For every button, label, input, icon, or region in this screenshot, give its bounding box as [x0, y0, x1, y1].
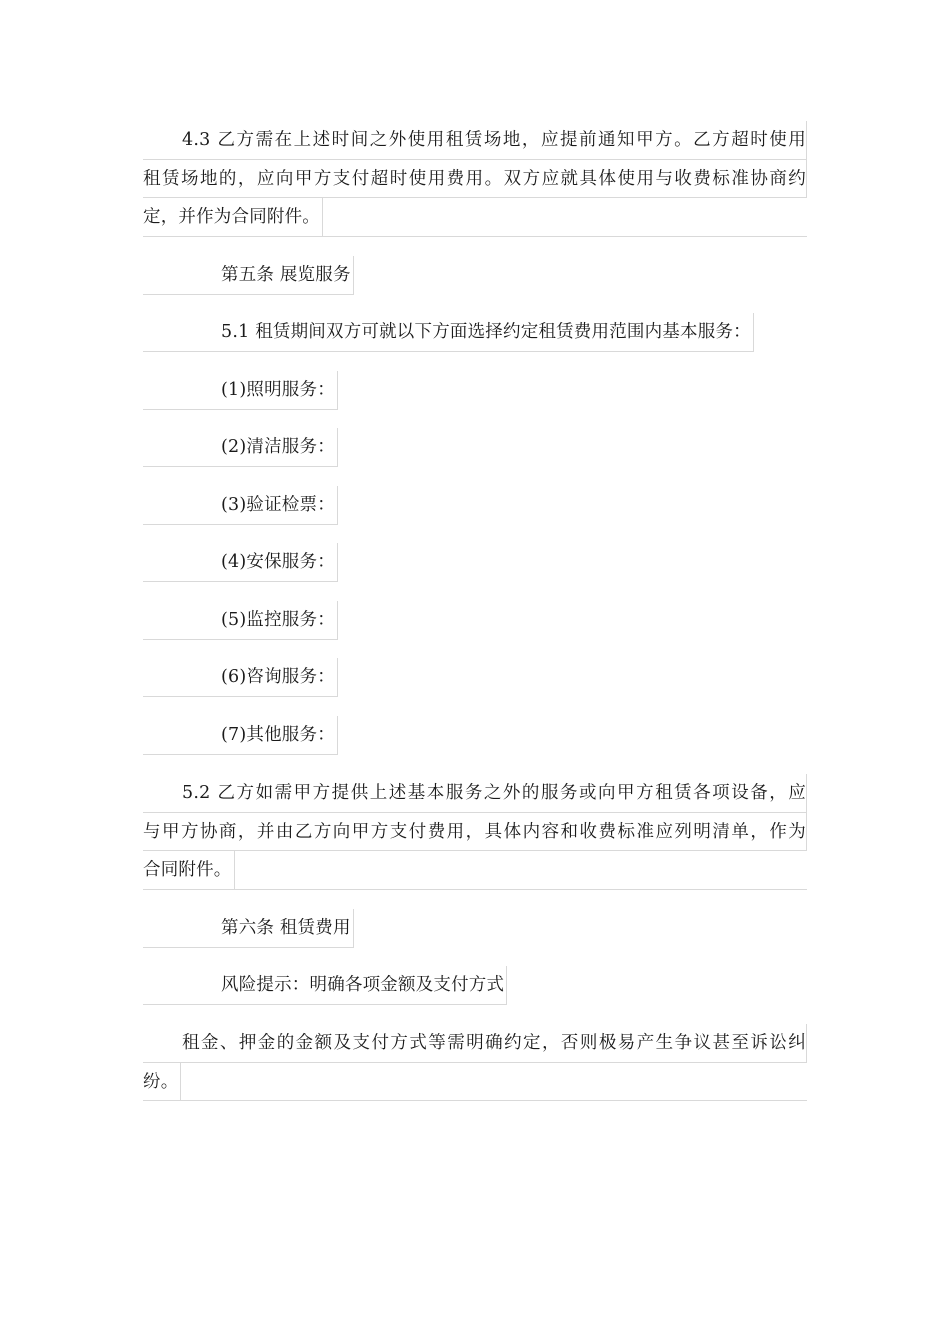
- service-item-7: [143, 716, 338, 755]
- paragraph-4-3: [143, 121, 807, 237]
- service-item-5: [143, 601, 338, 640]
- list-item: (5)监控服务：: [182, 601, 338, 640]
- list-item: (3)验证检票：: [182, 486, 338, 525]
- risk-title-text: 风险提示：明确各项金额及支付方式: [182, 966, 507, 1005]
- paragraph-line: 5.2 乙方如需甲方提供上述基本服务之外的服务或向甲方租赁各项设备，应: [143, 774, 807, 813]
- paragraph-line: 与甲方协商，并由乙方向甲方支付费用，具体内容和收费标准应列明清单，作为: [143, 813, 807, 852]
- heading-text: 第五条 展览服务: [182, 256, 354, 295]
- paragraph-line: 5.1 租赁期间双方可就以下方面选择约定租赁费用范围内基本服务：: [182, 313, 754, 352]
- service-item-3: [143, 486, 338, 525]
- list-item: (7)其他服务：: [182, 716, 338, 755]
- paragraph-5-1: [143, 313, 754, 352]
- service-item-1: [143, 371, 338, 410]
- paragraph-line: 定，并作为合同附件。: [143, 198, 807, 237]
- paragraph-5-2: [143, 774, 807, 890]
- risk-title: [143, 966, 507, 1005]
- list-item: (4)安保服务：: [182, 543, 338, 582]
- heading-text: 第六条 租赁费用: [182, 909, 354, 948]
- list-item: (6)咨询服务：: [182, 658, 338, 697]
- paragraph-line: 合同附件。: [143, 851, 807, 890]
- service-item-6: [143, 658, 338, 697]
- service-item-4: [143, 543, 338, 582]
- article-5-heading: [143, 256, 354, 295]
- service-item-2: [143, 428, 338, 467]
- paragraph-line: 4.3 乙方需在上述时间之外使用租赁场地，应提前通知甲方。乙方超时使用: [143, 121, 807, 160]
- list-item: (1)照明服务：: [182, 371, 338, 410]
- article-6-heading: [143, 909, 354, 948]
- list-item: (2)清洁服务：: [182, 428, 338, 467]
- paragraph-line: 纷。: [143, 1063, 807, 1102]
- paragraph-line: 租金、押金的金额及支付方式等需明确约定，否则极易产生争议甚至诉讼纠: [143, 1024, 807, 1063]
- paragraph-line: 租赁场地的，应向甲方支付超时使用费用。双方应就具体使用与收费标准协商约: [143, 160, 807, 199]
- risk-paragraph: [143, 1024, 807, 1101]
